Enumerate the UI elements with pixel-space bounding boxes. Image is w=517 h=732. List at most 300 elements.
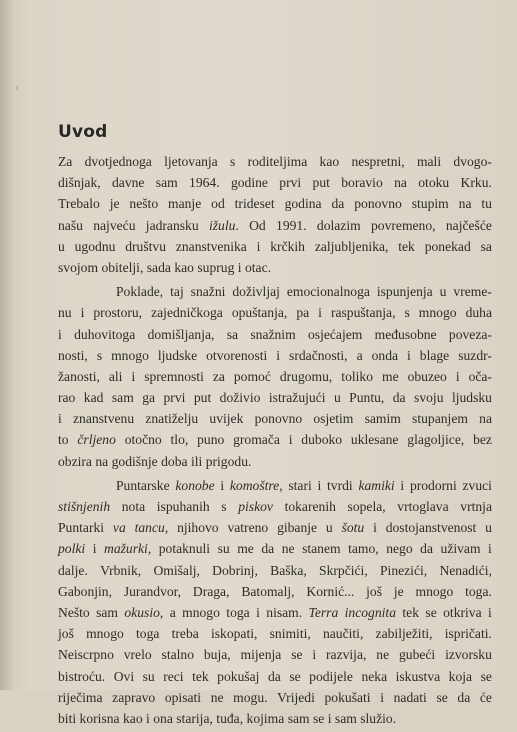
- word: toga: [226, 604, 250, 620]
- word: davne: [112, 175, 145, 191]
- word: istražujući: [268, 390, 326, 406]
- word: dvotjednoga: [84, 154, 152, 169]
- word: u: [58, 238, 65, 254]
- text-line: [58, 172, 492, 193]
- word: i: [131, 368, 136, 384]
- word: srdačnosti,: [289, 347, 348, 363]
- word: bistroću.: [58, 668, 106, 684]
- word: stupim: [411, 196, 449, 212]
- word: i: [317, 477, 322, 493]
- word: podijele: [309, 668, 353, 684]
- word: nu: [58, 305, 72, 321]
- word: tek: [192, 668, 209, 684]
- word: vreme-: [453, 284, 492, 300]
- word: nisam.: [266, 604, 303, 620]
- word: naučiti,: [322, 626, 364, 642]
- text-line: [58, 345, 492, 366]
- word: su: [142, 668, 155, 684]
- word: tek: [402, 604, 420, 620]
- word: a: [356, 347, 363, 363]
- word: su: [217, 541, 230, 557]
- word: se: [291, 647, 303, 663]
- word: raspuštanja,: [330, 305, 396, 321]
- word: pa: [296, 305, 310, 321]
- word: zaljubljenika,: [314, 238, 389, 254]
- word: za: [212, 368, 225, 384]
- word: kamiki: [358, 477, 395, 493]
- word: prodorni: [409, 477, 457, 493]
- word: stišnjenih: [58, 499, 111, 514]
- word: s: [221, 499, 227, 514]
- word: i: [220, 477, 225, 493]
- text-line: [58, 496, 492, 517]
- word: puno: [197, 432, 225, 448]
- word: s: [96, 347, 103, 363]
- word: starija,: [176, 710, 213, 726]
- word: tvrdi: [327, 477, 353, 493]
- text-line: [58, 387, 492, 408]
- word: i: [288, 432, 293, 448]
- word: 1991.: [276, 217, 307, 233]
- word: mnogo: [418, 305, 457, 321]
- word: stari: [288, 477, 312, 493]
- word: ali: [108, 368, 123, 384]
- word: u: [439, 284, 447, 300]
- word: mnogo: [111, 347, 149, 363]
- word: i: [400, 477, 405, 493]
- word: manje: [168, 196, 202, 212]
- word: Puntarki: [58, 520, 105, 536]
- word: i: [92, 541, 97, 557]
- word: onda: [371, 347, 399, 363]
- text-line: [58, 666, 492, 687]
- word: gibanje: [277, 520, 318, 536]
- paragraph: [58, 151, 492, 278]
- word: sa: [480, 238, 492, 254]
- word: koja: [448, 668, 473, 684]
- word: osjetim: [313, 411, 354, 427]
- word: neka: [361, 668, 388, 684]
- word: u: [485, 520, 492, 536]
- word: se: [425, 604, 437, 620]
- word: društvu: [125, 238, 167, 254]
- word: iskopati,: [210, 626, 258, 642]
- word: dostojanstvenost: [385, 520, 477, 536]
- word: potaknuli: [158, 541, 211, 557]
- word: polki: [58, 541, 86, 557]
- word: ga: [142, 390, 156, 406]
- word: me: [382, 368, 399, 384]
- word: Jurandvor,: [123, 583, 182, 599]
- word: vatreno: [227, 520, 269, 536]
- word: još: [58, 626, 74, 642]
- word: obzira: [58, 453, 92, 469]
- word: je: [109, 196, 120, 212]
- word: najčešće: [445, 217, 492, 233]
- word: Nešto: [58, 604, 90, 620]
- word: nego: [386, 541, 413, 557]
- word: znanstvenika: [175, 238, 247, 254]
- word: Za: [58, 154, 73, 169]
- word: ljudsku: [451, 390, 492, 406]
- word: vrtoglava: [397, 499, 449, 514]
- word: mijenja: [240, 647, 282, 663]
- word: stanem: [302, 541, 341, 557]
- word: mnogo: [415, 583, 454, 599]
- word: Batomalj,: [241, 583, 295, 599]
- word: nadati: [393, 689, 427, 705]
- word: zvuci: [462, 477, 492, 493]
- word: tamo,: [348, 541, 379, 557]
- word: iskustva: [395, 668, 441, 684]
- word: i: [318, 305, 322, 321]
- word: najveću: [93, 217, 136, 233]
- word: toliko: [341, 368, 374, 384]
- word: mnogo: [86, 626, 124, 642]
- word: i: [327, 710, 332, 726]
- word: obitelji,: [101, 259, 144, 275]
- word: duhovitoga: [74, 326, 136, 342]
- word: snimiti,: [269, 626, 311, 642]
- word: da: [261, 541, 275, 557]
- word: na: [458, 196, 472, 212]
- word: kad: [83, 390, 104, 406]
- word: u: [325, 520, 333, 536]
- word: nespretni,: [351, 154, 405, 169]
- word: poveza-: [448, 326, 492, 342]
- word: sam: [111, 390, 134, 406]
- word: Dobrinj,: [212, 562, 258, 578]
- text-line: [58, 538, 492, 559]
- word: boravio: [341, 175, 383, 191]
- word: blage: [419, 347, 450, 363]
- word: i: [488, 541, 492, 557]
- word: ljudske: [157, 347, 198, 363]
- word: i: [146, 710, 150, 726]
- word: stupanjem: [412, 411, 468, 427]
- word: kao: [319, 154, 340, 169]
- word: se: [313, 710, 325, 726]
- text-line: [58, 475, 492, 496]
- word: črljeno: [77, 432, 116, 448]
- word: je: [393, 583, 404, 599]
- word: reci: [163, 668, 184, 684]
- word: krčkih: [270, 238, 305, 254]
- word: s: [404, 305, 410, 321]
- text-line: [58, 302, 492, 323]
- word: Puntarske: [116, 477, 170, 493]
- word: mali: [416, 154, 442, 169]
- text-line: [58, 429, 492, 450]
- word: i: [80, 305, 85, 321]
- word: godišnje: [111, 453, 158, 469]
- word: sam: [334, 710, 357, 726]
- word: Pinezići,: [379, 562, 428, 578]
- word: incognita: [344, 604, 397, 620]
- word: na: [95, 453, 109, 469]
- word: godina: [284, 196, 322, 212]
- word: otac.: [244, 259, 272, 275]
- text-line: [58, 193, 492, 214]
- word: me: [237, 541, 254, 557]
- word: se: [436, 689, 448, 705]
- word: i: [407, 347, 411, 363]
- word: u: [333, 390, 341, 406]
- word: tu: [481, 196, 492, 212]
- word: tek: [398, 238, 415, 254]
- word: sopela,: [347, 499, 386, 514]
- word: Baška,: [270, 562, 307, 578]
- word: mažurki,: [104, 541, 152, 557]
- word: sam: [155, 175, 178, 191]
- text-line: [58, 281, 492, 302]
- word: doživljaj: [232, 284, 280, 300]
- word: i: [276, 347, 281, 363]
- word: ispuhanih: [156, 499, 210, 514]
- paragraph: [58, 475, 492, 729]
- word: gubeći: [398, 647, 436, 663]
- word: domišljanja,: [147, 326, 215, 342]
- paragraph: [58, 281, 492, 472]
- word: korisna: [79, 710, 120, 726]
- word: još: [366, 583, 383, 599]
- word: toga: [136, 626, 160, 642]
- page-edge-mark: [16, 86, 18, 90]
- word: njihovo: [177, 520, 219, 536]
- word: buja,: [203, 647, 231, 663]
- word: Krku.: [460, 175, 492, 191]
- word: Draga,: [192, 583, 230, 599]
- word: sada: [146, 259, 171, 275]
- word: roditeljima: [247, 154, 308, 169]
- word: tlo,: [170, 432, 189, 448]
- word: treba: [171, 626, 199, 642]
- word: izvorsku: [445, 647, 492, 663]
- word: suprug: [197, 259, 235, 275]
- word: sam: [287, 710, 310, 726]
- word: ugodnu: [74, 238, 116, 254]
- word: toga.: [465, 583, 492, 599]
- word: svoju: [414, 390, 444, 406]
- chapter-title: Uvod: [58, 122, 108, 142]
- word: Trebalo: [58, 196, 100, 212]
- word: da: [392, 390, 406, 406]
- word: i: [488, 604, 492, 620]
- word: pokušaj: [217, 668, 260, 684]
- word: i: [312, 647, 317, 663]
- word: i: [58, 411, 62, 427]
- chapter-body: [58, 151, 492, 732]
- word: Kornić...: [306, 583, 355, 599]
- word: ljetovanja: [164, 154, 218, 169]
- word: ispričati.: [444, 626, 492, 642]
- word: na: [394, 175, 407, 191]
- word: i: [373, 520, 377, 536]
- word: nešto: [129, 196, 159, 212]
- word: prostoru,: [93, 305, 143, 321]
- text-line: [58, 324, 492, 345]
- word: pomoć: [233, 368, 271, 384]
- word: Od: [249, 217, 266, 233]
- word: da: [331, 196, 345, 212]
- word: i: [256, 604, 260, 620]
- word: to: [58, 432, 69, 448]
- word: ne: [376, 647, 390, 663]
- text-line: [58, 581, 492, 602]
- word: Puntu,: [349, 390, 385, 406]
- word: drugomu,: [279, 368, 333, 384]
- word: Omišalj,: [153, 562, 200, 578]
- word: Skrpčići,: [319, 562, 368, 578]
- word: međusobne: [374, 326, 437, 342]
- word: snažni: [190, 284, 226, 300]
- page-gutter-shadow: [0, 0, 14, 690]
- word: da: [457, 689, 471, 705]
- word: tancu,: [134, 520, 169, 536]
- word: i: [455, 368, 460, 384]
- word: biti: [58, 710, 77, 726]
- word: taj: [170, 284, 184, 300]
- word: kojima: [246, 710, 285, 726]
- text-line: [58, 644, 492, 665]
- word: da: [267, 668, 281, 684]
- word: kao: [122, 710, 143, 726]
- text-line: [58, 517, 492, 538]
- word: komoštre,: [229, 477, 283, 493]
- word: snažnim: [250, 326, 296, 342]
- word: godine: [230, 175, 268, 191]
- word: i: [256, 238, 261, 254]
- text-line: [58, 708, 492, 729]
- word: sa: [226, 326, 239, 342]
- word: Vrijedi: [277, 689, 315, 705]
- word: se: [480, 668, 492, 684]
- word: glagoljice,: [407, 432, 465, 448]
- word: našu: [58, 217, 83, 233]
- word: okusio,: [124, 604, 164, 620]
- word: doba: [161, 453, 188, 469]
- word: ponovno: [354, 196, 402, 212]
- word: uživam: [440, 541, 481, 557]
- word: ponovno: [254, 411, 303, 427]
- text-line: [58, 602, 492, 623]
- word: uklesane: [350, 432, 399, 448]
- word: vrtnja: [460, 499, 492, 514]
- word: suzdr-: [458, 347, 492, 363]
- word: se: [289, 668, 301, 684]
- word: pokušati: [324, 689, 371, 705]
- text-line: [58, 257, 492, 278]
- text-line: [58, 451, 492, 472]
- word: mogu.: [233, 689, 268, 705]
- word: i: [58, 326, 62, 342]
- word: dvogo-: [453, 154, 492, 169]
- word: šotu: [341, 520, 365, 536]
- word: ona: [153, 710, 173, 726]
- word: duha: [465, 305, 492, 321]
- word: tuđa,: [216, 710, 244, 726]
- word: znatiželju: [145, 411, 199, 427]
- text-line: [58, 560, 492, 581]
- word: i: [380, 689, 384, 705]
- word: emocionalnoga: [286, 284, 370, 300]
- word: jadransku: [145, 217, 199, 233]
- word: prvi: [279, 175, 302, 191]
- word: Nenadići,: [439, 562, 492, 578]
- word: rao: [58, 390, 76, 406]
- text-line: [58, 151, 492, 172]
- word: duboko: [301, 432, 343, 448]
- text-line: [58, 687, 492, 708]
- word: spremnosti: [144, 368, 204, 384]
- word: sam: [96, 604, 119, 620]
- text-line: [58, 623, 492, 644]
- word: otkriva: [443, 604, 482, 620]
- word: va: [112, 520, 126, 536]
- word: ne: [210, 689, 224, 705]
- word: doživio: [219, 390, 261, 406]
- word: obuzeo: [407, 368, 447, 384]
- word: otočno: [124, 432, 162, 448]
- word: nota: [121, 499, 146, 514]
- word: riječima: [58, 689, 103, 705]
- word: znanstvenu: [72, 411, 135, 427]
- word: gromača: [233, 432, 280, 448]
- word: žanosti,: [58, 368, 100, 384]
- word: dolazim: [316, 217, 361, 233]
- word: zajedničkoga: [151, 305, 223, 321]
- word: od: [211, 196, 225, 212]
- word: dalje.: [58, 562, 88, 578]
- word: nosti,: [58, 347, 88, 363]
- word: zapravo: [112, 689, 156, 705]
- word: stalno: [161, 647, 195, 663]
- word: a: [169, 604, 176, 620]
- text-line: [58, 408, 492, 429]
- word: otvorenosti: [206, 347, 268, 363]
- word: prvi: [163, 390, 186, 406]
- word: opuštanja,: [231, 305, 288, 321]
- word: put: [193, 390, 212, 406]
- word: razvija,: [326, 647, 367, 663]
- word: opisati: [164, 689, 202, 705]
- word: konobe: [175, 477, 215, 493]
- word: ili: [190, 453, 203, 469]
- word: ponekad: [424, 238, 471, 254]
- word: uvijek: [209, 411, 244, 427]
- word: otoku: [418, 175, 450, 191]
- word: svojom: [58, 259, 99, 275]
- word: tokarenih: [284, 499, 336, 514]
- word: vrelo: [123, 647, 152, 663]
- word: s: [230, 154, 236, 169]
- word: zabilježiti,: [375, 626, 433, 642]
- text-line: [58, 366, 492, 387]
- word: da: [420, 541, 433, 557]
- word: ne: [281, 541, 295, 557]
- word: mnogo: [182, 604, 220, 620]
- word: bez: [473, 432, 492, 448]
- word: kao: [174, 259, 194, 275]
- word: oča-: [468, 368, 492, 384]
- word: trideset: [234, 196, 275, 212]
- word: Poklade,: [116, 284, 164, 300]
- word: Ovi: [113, 668, 135, 684]
- word: dišnjak,: [58, 175, 101, 191]
- word: ižulu.: [208, 217, 239, 233]
- word: Terra: [308, 604, 339, 620]
- word: Vrbnik,: [100, 562, 142, 578]
